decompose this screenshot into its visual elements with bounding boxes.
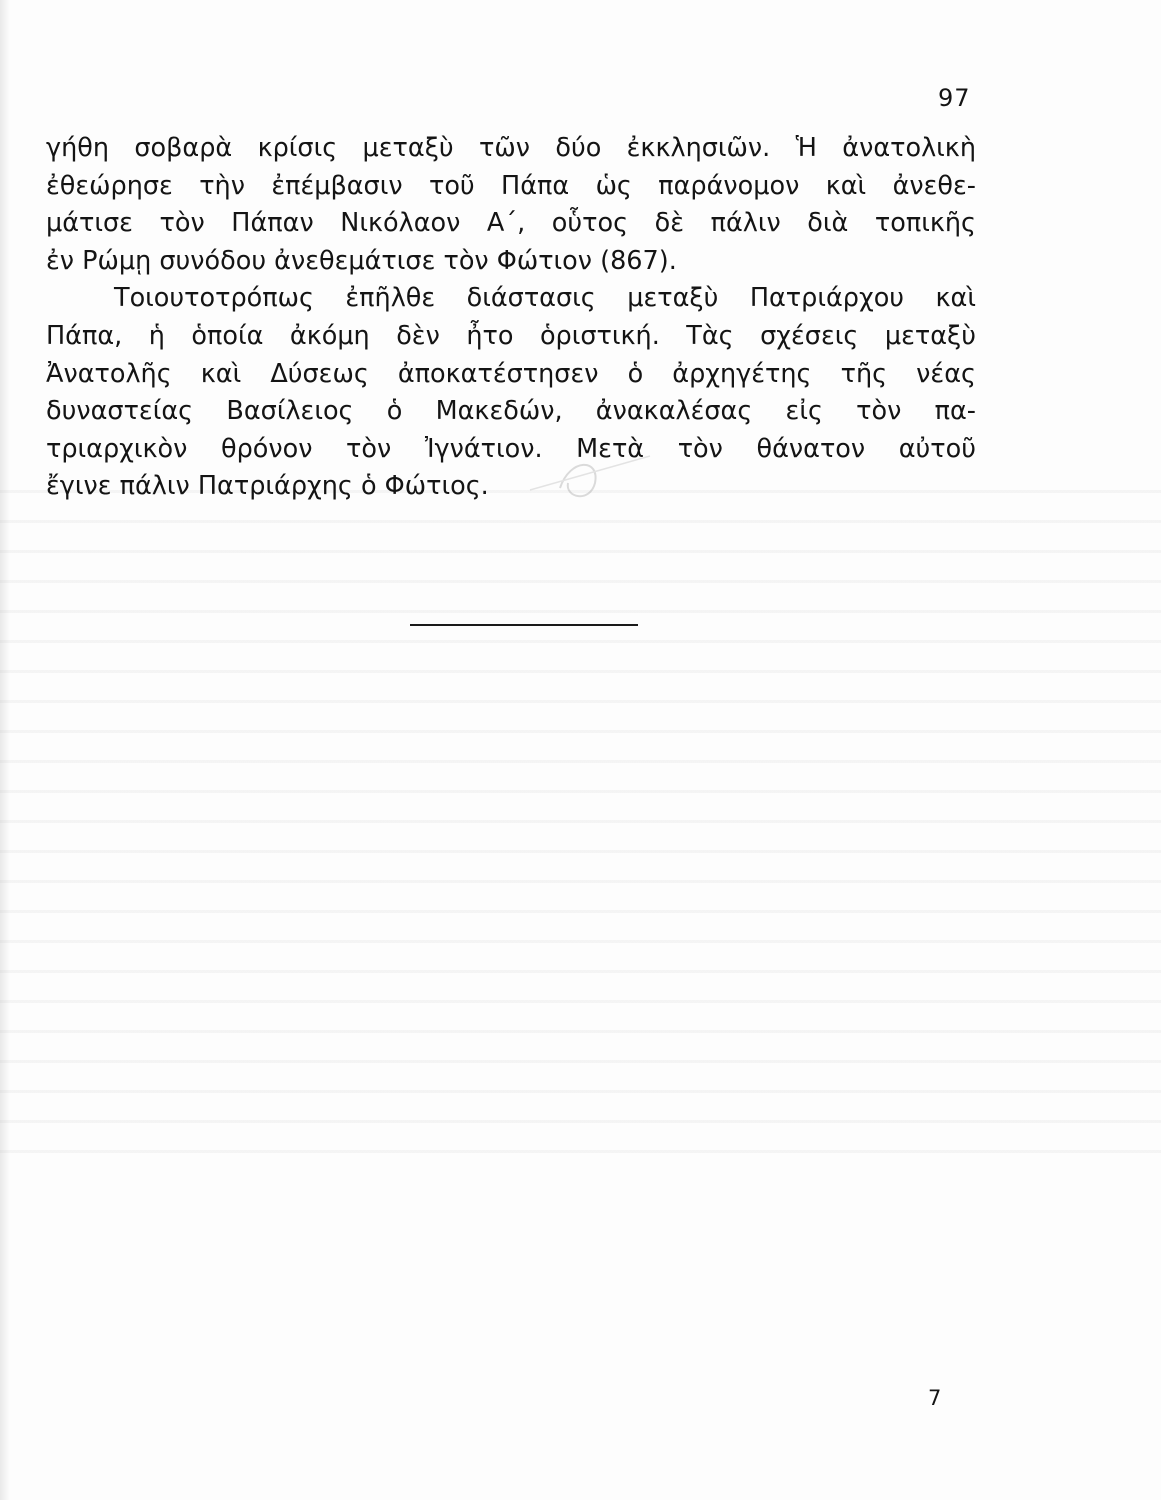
text-line-3: μάτισε τὸν Πάπαν Νικόλαον Α΄, οὗτος δὲ πάλιν διὰ τοπικῆς (46, 208, 976, 239)
text-line-2: ἐθεώρησε τὴν ἐπέμβασιν τοῦ Πάπα ὡς παράνομον καὶ ἀνεθε- (46, 170, 976, 201)
text-line-5: Τοιουτοτρόπως ἐπῆλθε διάστασις μεταξὺ Πατριάρχου καὶ (114, 283, 976, 314)
pencil-mark (520, 448, 660, 508)
text-line-8: δυναστείας Βασίλειος ὁ Μακεδών, ἀνακαλέσας εἰς τὸν πα- (46, 396, 976, 427)
page-number-bottom: 7 (928, 1386, 942, 1410)
body-text (46, 130, 976, 506)
text-line-10: ἔγινε πάλιν Πατριάρχης ὁ Φώτιος. (46, 471, 489, 502)
section-divider (410, 624, 638, 626)
text-line-7: Ἀνατολῆς καὶ Δύσεως ἀποκατέστησεν ὁ ἀρχηγέτης τῆς νέας (46, 358, 976, 389)
text-line-1: γήθη σοβαρὰ κρίσις μεταξὺ τῶν δύο ἐκκλησιῶν. Ἡ ἀνατολικὴ (46, 133, 976, 163)
text-line-9: τριαρχικὸν θρόνον τὸν Ἰγνάτιον. Μετὰ τὸν θάνατον αὐτοῦ (46, 433, 976, 464)
show-through-text (0, 470, 1161, 1170)
text-line-6: Πάπα, ἡ ὁποία ἀκόμη δὲν ἦτο ὁριστική. Τὰς σχέσεις μεταξὺ (46, 320, 976, 351)
text-line-4: ἐν Ρώμῃ συνόδου ἀνεθεμάτισε τὸν Φώτιον (867). (46, 245, 677, 276)
page-number-top: 97 (938, 84, 971, 112)
